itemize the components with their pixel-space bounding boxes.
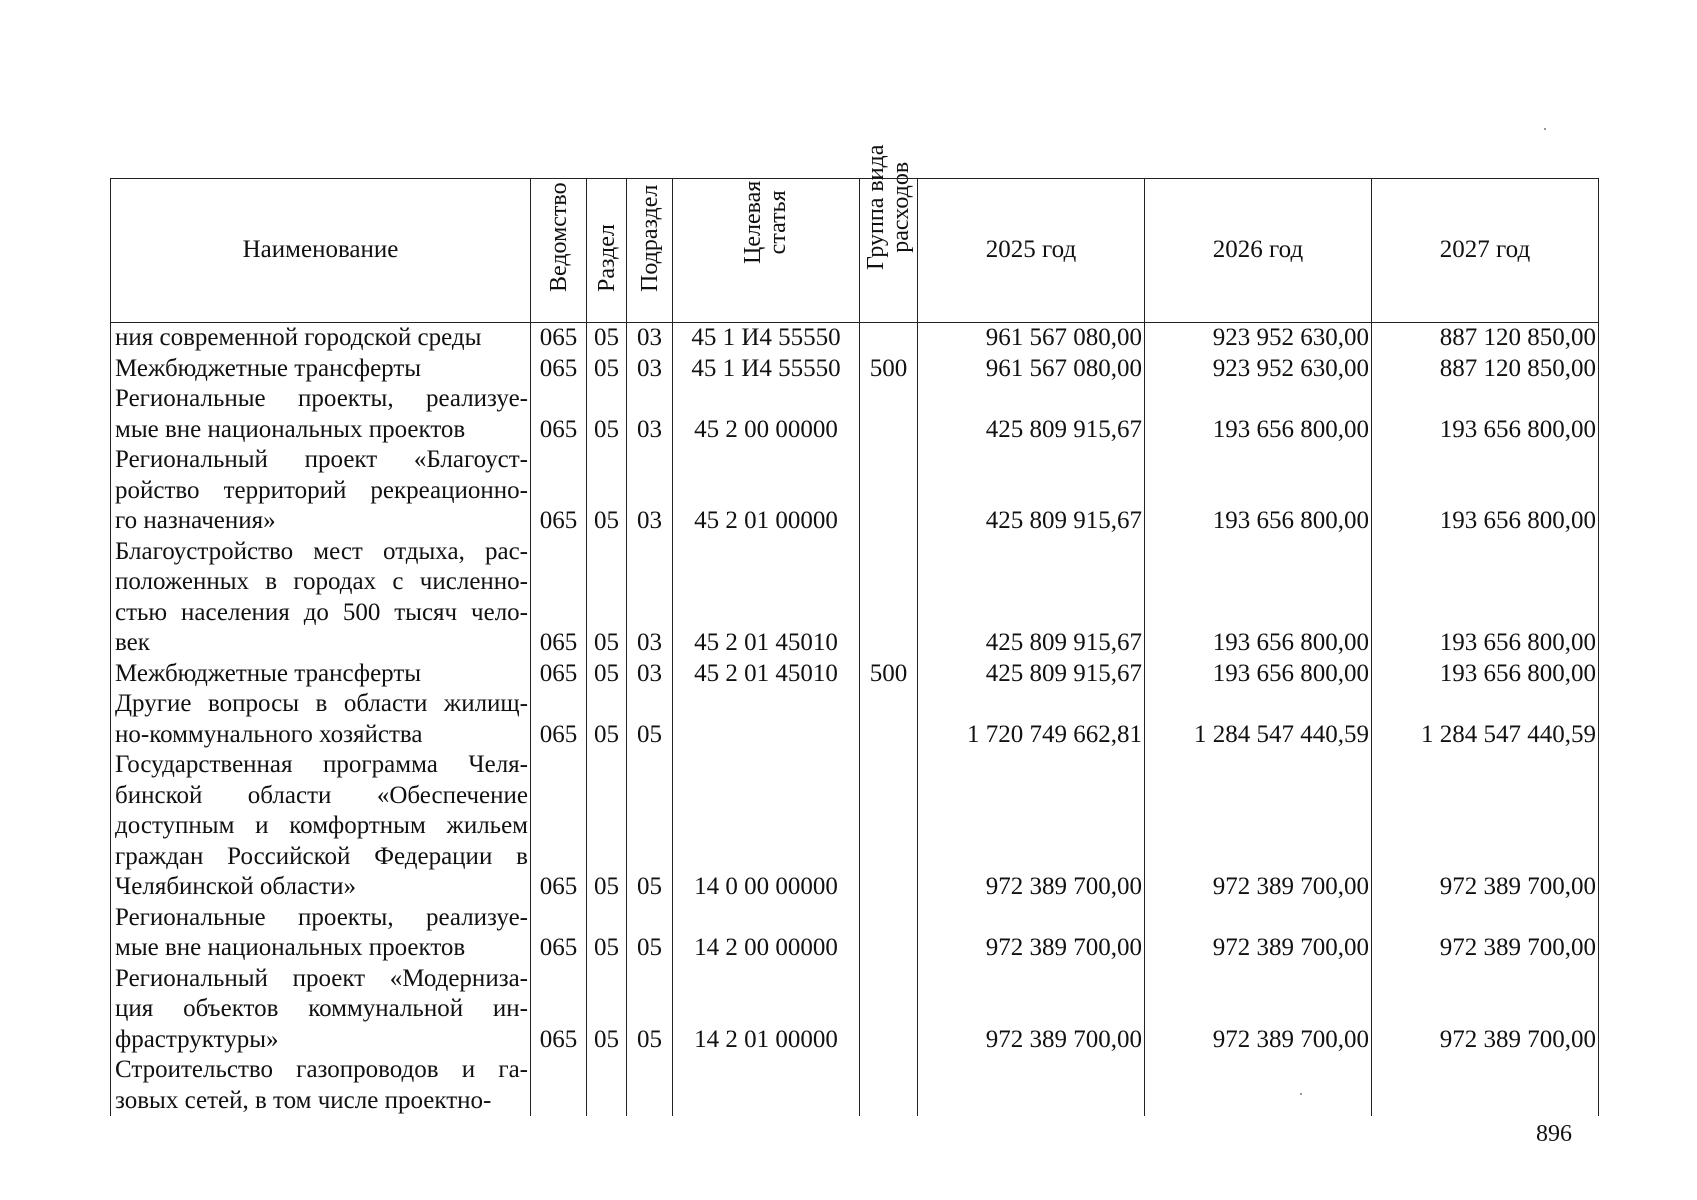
row-grp bbox=[860, 1055, 918, 1116]
row-name-line: Региональные проекты, реализуе- bbox=[115, 903, 528, 931]
row-ved bbox=[531, 1055, 587, 1116]
row-y2025: 972 389 700,00 bbox=[918, 903, 1145, 964]
row-y2027: 972 389 700,00 bbox=[1372, 903, 1599, 964]
row-grp bbox=[860, 537, 918, 659]
row-y2025: 425 809 915,67 bbox=[918, 537, 1145, 659]
row-name-line: бинской области «Обеспечение bbox=[115, 781, 528, 809]
row-y2027: 193 656 800,00 bbox=[1372, 384, 1599, 445]
table-row bbox=[111, 537, 1599, 659]
row-podr: 05 bbox=[627, 964, 673, 1056]
row-cel: 45 2 01 45010 bbox=[673, 659, 860, 690]
row-y2026: 193 656 800,00 bbox=[1145, 537, 1372, 659]
row-grp bbox=[860, 750, 918, 903]
header-razdel bbox=[587, 179, 627, 323]
row-name-line: граждан Российской Федерации в bbox=[115, 842, 528, 870]
row-name-line: Межбюджетные трансферты bbox=[115, 659, 422, 687]
row-y2027: 193 656 800,00 bbox=[1372, 537, 1599, 659]
row-ved: 065 bbox=[531, 354, 587, 385]
row-razd: 05 bbox=[587, 445, 627, 537]
row-razd: 05 bbox=[587, 903, 627, 964]
row-name bbox=[111, 689, 531, 750]
header-gruppa bbox=[860, 144, 918, 323]
row-grp bbox=[860, 384, 918, 445]
row-name-line: век bbox=[115, 629, 150, 656]
row-name-line: Региональный проект «Модерниза- bbox=[115, 964, 528, 992]
row-podr: 03 bbox=[627, 323, 673, 354]
row-name-line: но-коммунального хозяйства bbox=[115, 720, 423, 748]
row-y2026: 972 389 700,00 bbox=[1145, 903, 1372, 964]
row-y2025: 961 567 080,00 bbox=[918, 354, 1145, 385]
row-razd: 05 bbox=[587, 384, 627, 445]
header-podrazdel-label: Подраздел bbox=[636, 184, 663, 292]
row-podr: 03 bbox=[627, 384, 673, 445]
row-podr: 03 bbox=[627, 445, 673, 537]
row-name-line: Челябинской области» bbox=[115, 873, 356, 900]
row-y2025: 425 809 915,67 bbox=[918, 384, 1145, 445]
row-name-line: положенных в городах с численно- bbox=[115, 568, 528, 595]
row-grp: 500 bbox=[860, 354, 918, 385]
row-name bbox=[111, 384, 531, 445]
row-name-line: зовых сетей, в том числе проектно- bbox=[115, 1086, 492, 1114]
table-row bbox=[111, 903, 1599, 964]
row-ved: 065 bbox=[531, 445, 587, 537]
header-gruppa-label bbox=[864, 145, 914, 270]
row-razd: 05 bbox=[587, 659, 627, 690]
row-razd: 05 bbox=[587, 537, 627, 659]
row-y2026: 1 284 547 440,59 bbox=[1145, 689, 1372, 750]
row-razd bbox=[587, 1055, 627, 1116]
row-y2027 bbox=[1372, 1055, 1599, 1116]
row-y2025 bbox=[918, 1055, 1145, 1116]
page-number: 896 bbox=[1536, 1121, 1572, 1147]
row-grp bbox=[860, 689, 918, 750]
row-y2027: 972 389 700,00 bbox=[1372, 750, 1599, 903]
row-y2025: 972 389 700,00 bbox=[918, 964, 1145, 1056]
row-grp bbox=[860, 903, 918, 964]
row-cel: 45 1 И4 55550 bbox=[673, 323, 860, 354]
row-cel: 14 2 01 00000 bbox=[673, 964, 860, 1056]
row-name-line: Региональные проекты, реализуе- bbox=[115, 385, 528, 412]
header-2026 bbox=[1145, 179, 1372, 323]
row-name-line: Другие вопросы в области жилищ- bbox=[115, 690, 528, 717]
header-gruppa-line1: Группа вида bbox=[862, 144, 889, 270]
scan-speck bbox=[1300, 1093, 1302, 1095]
row-y2027: 1 284 547 440,59 bbox=[1372, 689, 1599, 750]
row-name-line: го назначения» bbox=[115, 507, 276, 534]
table-body bbox=[111, 323, 1599, 1117]
row-y2027: 887 120 850,00 bbox=[1372, 323, 1599, 354]
table-row bbox=[111, 445, 1599, 537]
row-podr: 05 bbox=[627, 689, 673, 750]
row-name-line: доступным и комфортным жильем bbox=[115, 812, 528, 839]
header-razdel-label: Раздел bbox=[593, 224, 620, 292]
row-cel: 45 1 И4 55550 bbox=[673, 354, 860, 385]
row-podr bbox=[627, 1055, 673, 1116]
row-y2027: 193 656 800,00 bbox=[1372, 659, 1599, 690]
row-y2025: 425 809 915,67 bbox=[918, 445, 1145, 537]
row-name-line: Региональный проект «Благоуст- bbox=[115, 446, 528, 473]
row-name-line: стью населения до 500 тысяч чело- bbox=[115, 598, 528, 626]
table-row bbox=[111, 354, 1599, 385]
row-ved: 065 bbox=[531, 750, 587, 903]
row-razd: 05 bbox=[587, 689, 627, 750]
header-vedomstvo bbox=[531, 179, 587, 323]
header-celevaya-line2: статья bbox=[765, 190, 791, 255]
row-y2026: 972 389 700,00 bbox=[1145, 750, 1372, 903]
row-cel: 14 2 00 00000 bbox=[673, 903, 860, 964]
row-y2025: 972 389 700,00 bbox=[918, 750, 1145, 903]
row-name bbox=[111, 903, 531, 964]
header-vedomstvo-label: Ведомство bbox=[545, 182, 572, 292]
header-gruppa-line2: расходов bbox=[887, 161, 914, 253]
row-name-line: Государственная программа Челя- bbox=[115, 751, 528, 778]
header-celevaya-label bbox=[741, 181, 791, 264]
row-ved: 065 bbox=[531, 323, 587, 354]
row-name-line: мые вне национальных проектов bbox=[115, 415, 466, 443]
row-name-line: ция объектов коммунальной ин- bbox=[115, 995, 528, 1022]
row-y2025: 1 720 749 662,81 bbox=[918, 689, 1145, 750]
row-podr: 05 bbox=[627, 903, 673, 964]
row-grp bbox=[860, 445, 918, 537]
row-name bbox=[111, 750, 531, 903]
row-name bbox=[111, 537, 531, 659]
header-podrazdel bbox=[627, 179, 673, 323]
row-cel: 45 2 01 00000 bbox=[673, 445, 860, 537]
row-y2026: 193 656 800,00 bbox=[1145, 659, 1372, 690]
row-razd: 05 bbox=[587, 323, 627, 354]
budget-table bbox=[110, 144, 1599, 1116]
header-2027-label: 2027 год bbox=[1439, 236, 1531, 264]
row-y2027: 193 656 800,00 bbox=[1372, 445, 1599, 537]
header-name-label: Наименование bbox=[242, 236, 399, 264]
row-podr: 03 bbox=[627, 354, 673, 385]
table-row bbox=[111, 384, 1599, 445]
row-y2027: 972 389 700,00 bbox=[1372, 964, 1599, 1056]
row-name bbox=[111, 445, 531, 537]
row-y2025: 961 567 080,00 bbox=[918, 323, 1145, 354]
table-row bbox=[111, 964, 1599, 1056]
row-ved: 065 bbox=[531, 903, 587, 964]
row-name bbox=[111, 659, 531, 690]
scan-speck bbox=[1544, 128, 1546, 130]
row-name bbox=[111, 323, 531, 354]
row-name-line: Межбюджетные трансферты bbox=[115, 354, 422, 382]
row-name-line: ния современной городской среды bbox=[115, 324, 482, 351]
row-name bbox=[111, 964, 531, 1056]
row-name-line: Благоустройство мест отдыха, рас- bbox=[115, 537, 528, 565]
row-y2027: 887 120 850,00 bbox=[1372, 354, 1599, 385]
row-name-line: фраструктуры» bbox=[115, 1025, 279, 1053]
row-y2026: 923 952 630,00 bbox=[1145, 323, 1372, 354]
row-y2026: 923 952 630,00 bbox=[1145, 354, 1372, 385]
row-ved: 065 bbox=[531, 659, 587, 690]
row-grp bbox=[860, 964, 918, 1056]
row-razd: 05 bbox=[587, 354, 627, 385]
row-ved: 065 bbox=[531, 689, 587, 750]
row-cel bbox=[673, 1055, 860, 1116]
table-row bbox=[111, 1055, 1599, 1116]
table-row bbox=[111, 750, 1599, 903]
row-name bbox=[111, 354, 531, 385]
table-row bbox=[111, 689, 1599, 750]
header-2027 bbox=[1372, 179, 1599, 323]
table-header-row bbox=[111, 179, 1599, 323]
row-razd: 05 bbox=[587, 750, 627, 903]
row-name-line: мые вне национальных проектов bbox=[115, 934, 466, 961]
row-grp: 500 bbox=[860, 659, 918, 690]
row-y2026: 972 389 700,00 bbox=[1145, 964, 1372, 1056]
header-2025 bbox=[918, 179, 1145, 323]
row-y2026: 193 656 800,00 bbox=[1145, 384, 1372, 445]
table-row bbox=[111, 323, 1599, 354]
table-row bbox=[111, 659, 1599, 690]
row-y2026 bbox=[1145, 1055, 1372, 1116]
row-name-line: ройство территорий рекреационно- bbox=[115, 476, 528, 504]
row-cel: 45 2 01 45010 bbox=[673, 537, 860, 659]
header-2025-label: 2025 год bbox=[985, 236, 1077, 264]
header-name bbox=[111, 179, 531, 323]
header-celevaya-line1: Целевая bbox=[740, 180, 766, 264]
row-ved: 065 bbox=[531, 384, 587, 445]
row-grp bbox=[860, 323, 918, 354]
row-name-line: Строительство газопроводов и га- bbox=[115, 1056, 528, 1083]
header-celevaya bbox=[673, 179, 860, 323]
row-cel: 14 0 00 00000 bbox=[673, 750, 860, 903]
row-cel: 45 2 00 00000 bbox=[673, 384, 860, 445]
row-podr: 03 bbox=[627, 537, 673, 659]
header-2026-label: 2026 год bbox=[1212, 236, 1304, 264]
row-name bbox=[111, 1055, 531, 1116]
row-ved: 065 bbox=[531, 964, 587, 1056]
row-y2025: 425 809 915,67 bbox=[918, 659, 1145, 690]
row-podr: 03 bbox=[627, 659, 673, 690]
row-y2026: 193 656 800,00 bbox=[1145, 445, 1372, 537]
row-razd: 05 bbox=[587, 964, 627, 1056]
row-ved: 065 bbox=[531, 537, 587, 659]
row-cel bbox=[673, 689, 860, 750]
row-podr: 05 bbox=[627, 750, 673, 903]
